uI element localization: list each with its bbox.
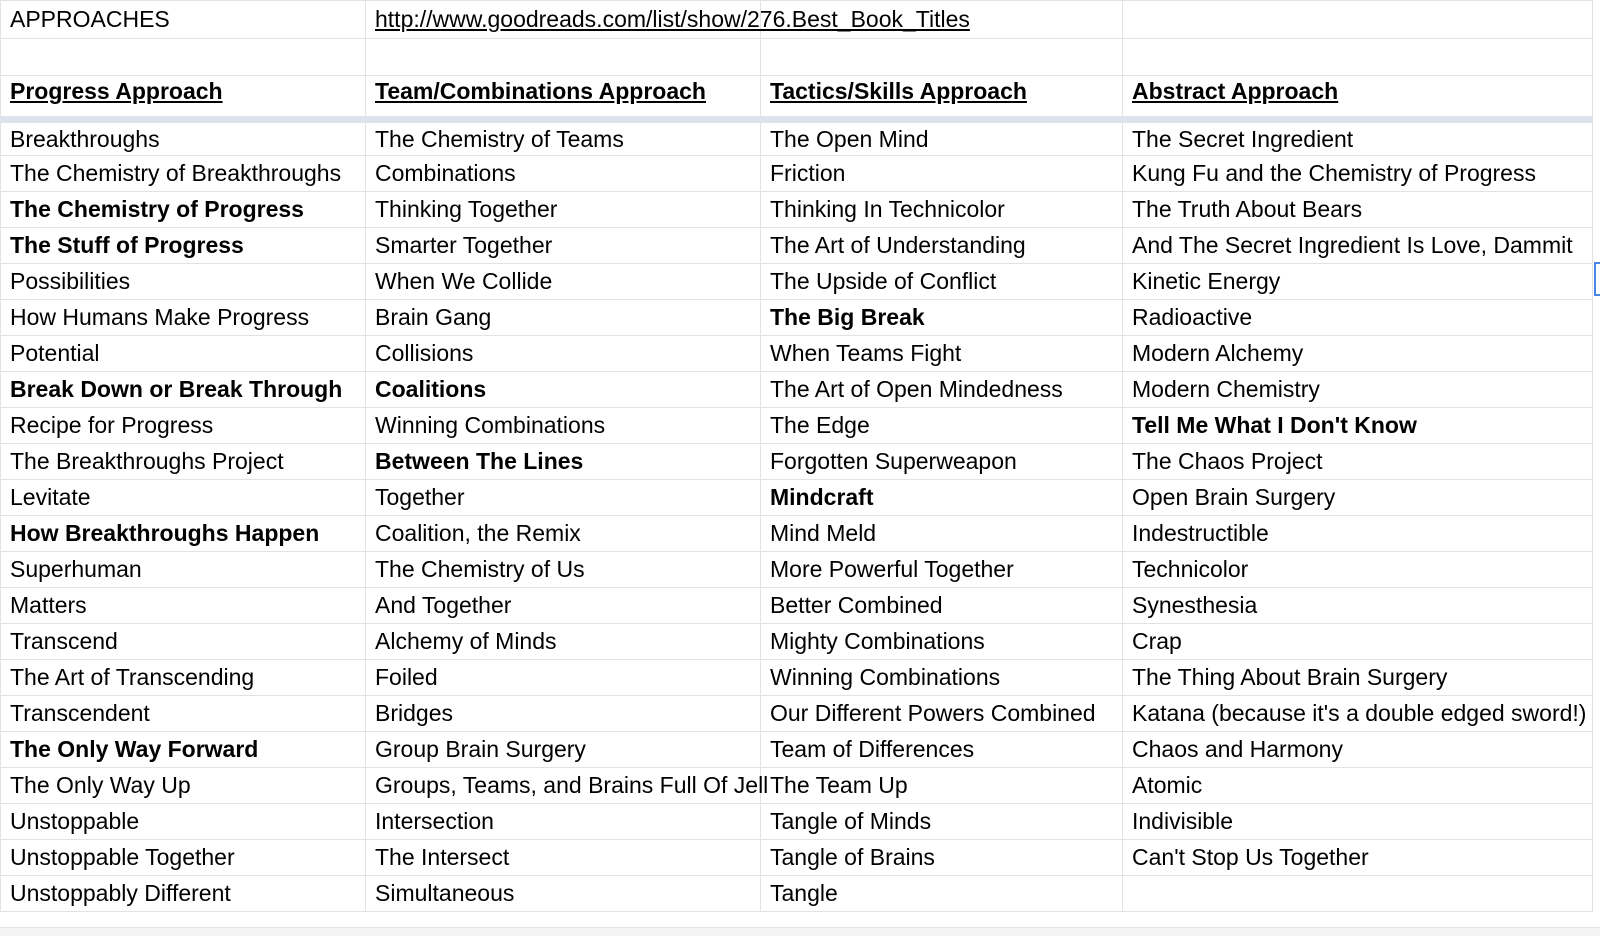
cell-team[interactable]: Foiled	[366, 660, 761, 696]
table-row	[1, 840, 1593, 876]
cell-abstract[interactable]: Indivisible	[1123, 804, 1593, 840]
cell-abstract[interactable]: Crap	[1123, 624, 1593, 660]
cell-abstract[interactable]: Modern Chemistry	[1123, 372, 1593, 408]
link-cell[interactable]	[366, 1, 970, 39]
header-cell-tactics[interactable]: Tactics/Skills Approach	[761, 76, 1123, 120]
cell-tactics[interactable]: The Open Mind	[761, 120, 1123, 156]
table-row	[1, 804, 1593, 840]
cell-tactics[interactable]: Mindcraft	[761, 480, 1123, 516]
grid-bottom-edge	[0, 927, 1600, 936]
cell-tactics[interactable]: When Teams Fight	[761, 336, 1123, 372]
cell-team[interactable]: The Chemistry of Teams	[366, 120, 761, 156]
cell-abstract[interactable]: Modern Alchemy	[1123, 336, 1593, 372]
cell-team[interactable]: And Together	[366, 588, 761, 624]
table-row	[1, 768, 1593, 804]
cell-team[interactable]: Combinations	[366, 156, 761, 192]
cell-team[interactable]: The Intersect	[366, 840, 761, 876]
cell-progress[interactable]: The Chemistry of Breakthroughs	[1, 156, 366, 192]
cell-abstract[interactable]: Kung Fu and the Chemistry of Progress	[1123, 156, 1593, 192]
cell-progress[interactable]: How Breakthroughs Happen	[1, 516, 366, 552]
cell-team[interactable]: The Chemistry of Us	[366, 552, 761, 588]
approaches-label: APPROACHES	[10, 6, 170, 32]
empty-cell[interactable]	[1123, 1, 1593, 39]
cell-team[interactable]: Smarter Together	[366, 228, 761, 264]
table-row	[1, 408, 1593, 444]
table-row	[1, 516, 1593, 552]
cell-progress[interactable]: Transcend	[1, 624, 366, 660]
table-row	[1, 660, 1593, 696]
cell-progress[interactable]: Break Down or Break Through	[1, 372, 366, 408]
approaches-label-cell[interactable]	[1, 1, 366, 39]
cell-progress[interactable]: The Only Way Forward	[1, 732, 366, 768]
cell-progress[interactable]: Breakthroughs	[1, 120, 366, 156]
table-row	[1, 1, 1593, 39]
cell-team[interactable]: Brain Gang	[366, 300, 761, 336]
cell-tactics[interactable]: The Upside of Conflict	[761, 264, 1123, 300]
table-row	[1, 156, 1593, 192]
cell-tactics[interactable]: The Big Break	[761, 300, 1123, 336]
table-row	[1, 480, 1593, 516]
cell-tactics[interactable]: Thinking In Technicolor	[761, 192, 1123, 228]
cell-progress[interactable]: Matters	[1, 588, 366, 624]
cell-team[interactable]: When We Collide	[366, 264, 761, 300]
cell-abstract[interactable]: Kinetic Energy	[1123, 264, 1593, 300]
cell-team[interactable]: Alchemy of Minds	[366, 624, 761, 660]
cell-progress[interactable]: Transcendent	[1, 696, 366, 732]
table-row	[1, 372, 1593, 408]
cell-tactics[interactable]: Tangle of Minds	[761, 804, 1123, 840]
table-row	[1, 300, 1593, 336]
cell-progress[interactable]: Unstoppable Together	[1, 840, 366, 876]
cell-tactics[interactable]: Forgotten Superweapon	[761, 444, 1123, 480]
cell-progress[interactable]: Levitate	[1, 480, 366, 516]
cell-tactics[interactable]: Friction	[761, 156, 1123, 192]
cell-progress[interactable]: Possibilities	[1, 264, 366, 300]
cell-progress[interactable]: The Art of Transcending	[1, 660, 366, 696]
cell-tactics[interactable]: Mighty Combinations	[761, 624, 1123, 660]
cell-tactics[interactable]: Mind Meld	[761, 516, 1123, 552]
cell-abstract[interactable]: Synesthesia	[1123, 588, 1593, 624]
table-row	[1, 264, 1593, 300]
cell-progress[interactable]: Unstoppably Different	[1, 876, 366, 912]
goodreads-link[interactable]: http://www.goodreads.com/list/show/276.Best_Book_Titles	[375, 6, 970, 32]
cell-tactics[interactable]: Winning Combinations	[761, 660, 1123, 696]
cell-progress[interactable]: The Only Way Up	[1, 768, 366, 804]
table-row	[1, 192, 1593, 228]
header-cell-team[interactable]: Team/Combinations Approach	[366, 76, 761, 120]
cell-abstract[interactable]: Open Brain Surgery	[1123, 480, 1593, 516]
cell-team[interactable]: Group Brain Surgery	[366, 732, 761, 768]
cell-abstract[interactable]: Tell Me What I Don't Know	[1123, 408, 1593, 444]
cell-progress[interactable]: The Chemistry of Progress	[1, 192, 366, 228]
cell-abstract[interactable]: The Thing About Brain Surgery	[1123, 660, 1593, 696]
cell-tactics[interactable]: Our Different Powers Combined	[761, 696, 1123, 732]
cell-progress[interactable]: How Humans Make Progress	[1, 300, 366, 336]
cell-progress[interactable]: Superhuman	[1, 552, 366, 588]
cell-team[interactable]: Groups, Teams, and Brains Full Of Jell	[366, 768, 761, 804]
table-row	[1, 39, 1593, 76]
cell-abstract[interactable]: Atomic	[1123, 768, 1593, 804]
cell-progress[interactable]: The Stuff of Progress	[1, 228, 366, 264]
empty-cell[interactable]	[761, 39, 1123, 76]
cell-progress[interactable]: The Breakthroughs Project	[1, 444, 366, 480]
cell-tactics[interactable]: More Powerful Together	[761, 552, 1123, 588]
cell-tactics[interactable]: The Team Up	[761, 768, 1123, 804]
cell-abstract[interactable]: Katana (because it's a double edged sword!)	[1123, 696, 1593, 732]
cell-abstract[interactable]: The Truth About Bears	[1123, 192, 1593, 228]
cell-tactics[interactable]: The Art of Open Mindedness	[761, 372, 1123, 408]
cell-team[interactable]: Between The Lines	[366, 444, 761, 480]
cell-abstract[interactable]: And The Secret Ingredient Is Love, Dammit	[1123, 228, 1593, 264]
cell-abstract[interactable]: Chaos and Harmony	[1123, 732, 1593, 768]
table-row	[1, 624, 1593, 660]
cell-tactics[interactable]: Team of Differences	[761, 732, 1123, 768]
cell-team[interactable]: Thinking Together	[366, 192, 761, 228]
table-row	[1, 336, 1593, 372]
cell-abstract[interactable]: Can't Stop Us Together	[1123, 840, 1593, 876]
table-row	[1, 588, 1593, 624]
cell-team[interactable]: Coalition, the Remix	[366, 516, 761, 552]
cell-tactics[interactable]: The Edge	[761, 408, 1123, 444]
cell-abstract[interactable]: Technicolor	[1123, 552, 1593, 588]
table-row	[1, 120, 1593, 156]
cell-tactics[interactable]: Tangle	[761, 876, 1123, 912]
table-row	[1, 876, 1593, 912]
cell-progress[interactable]: Recipe for Progress	[1, 408, 366, 444]
cell-team[interactable]: Simultaneous	[366, 876, 761, 912]
table-row	[1, 228, 1593, 264]
table-row	[1, 444, 1593, 480]
cell-team[interactable]: Coalitions	[366, 372, 761, 408]
cell-abstract[interactable]: The Secret Ingredient	[1123, 120, 1593, 156]
cell-progress[interactable]: Potential	[1, 336, 366, 372]
empty-cell[interactable]	[1123, 39, 1593, 76]
cell-abstract[interactable]: Indestructible	[1123, 516, 1593, 552]
cell-abstract[interactable]	[1123, 876, 1593, 912]
cell-team[interactable]: Bridges	[366, 696, 761, 732]
cell-progress[interactable]: Unstoppable	[1, 804, 366, 840]
cell-tactics[interactable]: Better Combined	[761, 588, 1123, 624]
empty-cell[interactable]	[1, 39, 366, 76]
cell-tactics[interactable]: Tangle of Brains	[761, 840, 1123, 876]
cell-team[interactable]: Winning Combinations	[366, 408, 761, 444]
cell-abstract[interactable]: The Chaos Project	[1123, 444, 1593, 480]
table-row	[1, 732, 1593, 768]
cell-team[interactable]: Collisions	[366, 336, 761, 372]
table-row	[1, 696, 1593, 732]
cell-team[interactable]: Intersection	[366, 804, 761, 840]
cell-abstract[interactable]: Radioactive	[1123, 300, 1593, 336]
selected-cell-indicator	[1594, 262, 1600, 296]
header-cell-progress[interactable]: Progress Approach	[1, 76, 366, 120]
table-row	[1, 552, 1593, 588]
empty-cell[interactable]	[366, 39, 761, 76]
cell-tactics[interactable]: The Art of Understanding	[761, 228, 1123, 264]
header-cell-abstract[interactable]: Abstract Approach	[1123, 76, 1593, 120]
header-row	[1, 76, 1593, 120]
cell-team[interactable]: Together	[366, 480, 761, 516]
